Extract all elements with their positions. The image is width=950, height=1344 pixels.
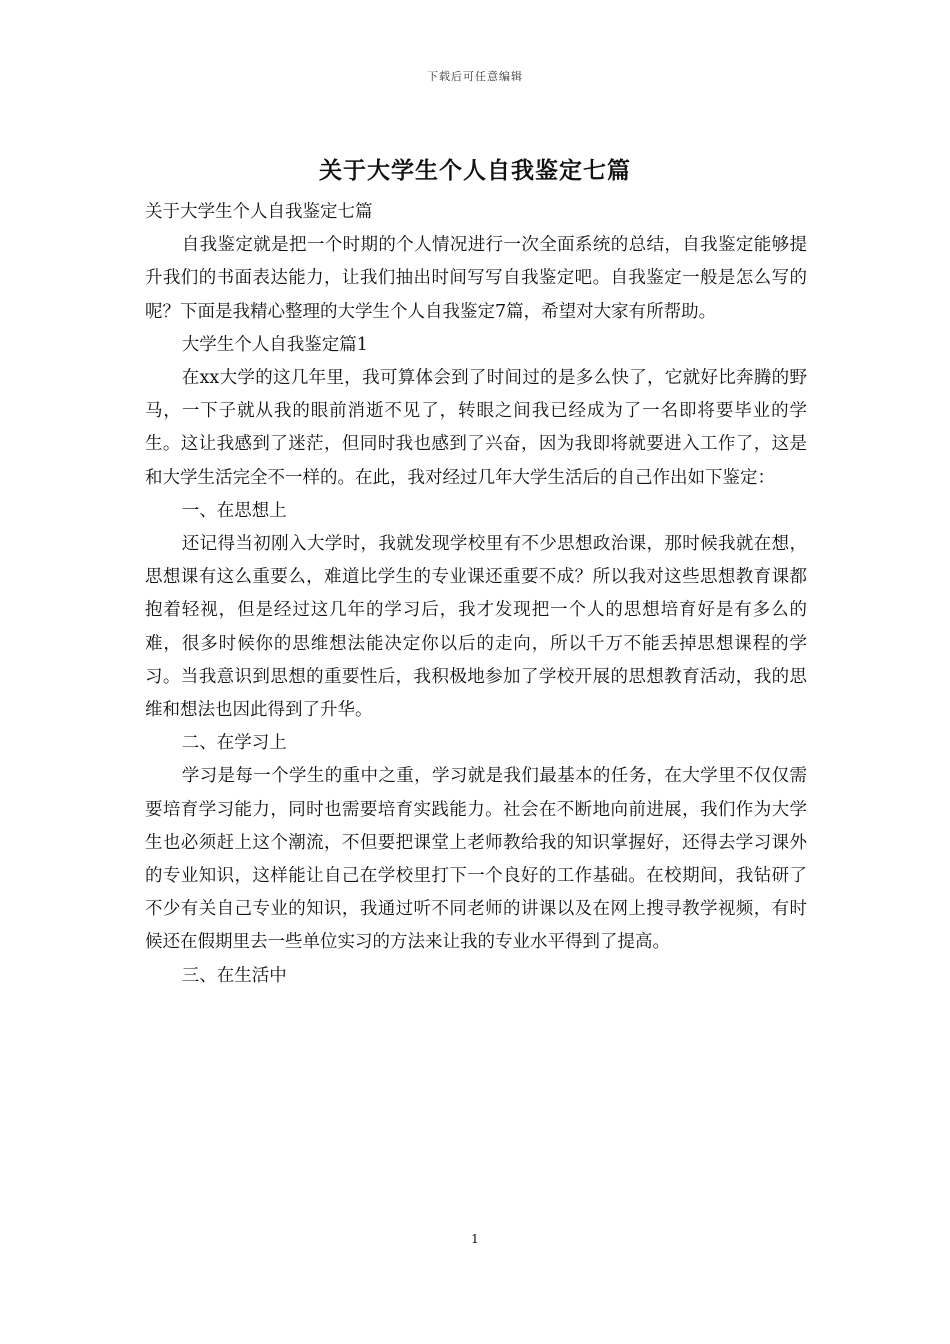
subsection-heading: 一、在思想上 bbox=[181, 500, 287, 521]
page-number: 1 bbox=[471, 1232, 479, 1246]
document-body bbox=[145, 196, 807, 993]
intro-paragraph: 自我鉴定就是把一个时期的个人情况进行一次全面系统的总结，自我鉴定能够提升我们的书面表达能力，让我们抽出时间写写自我鉴定吧。自我鉴定一般是怎么写的呢？下面是我精心整理的大学生个人自我鉴定7篇，希望对大家有所帮助。 bbox=[145, 235, 807, 322]
header-note: 下载后可任意编辑 bbox=[427, 70, 523, 83]
subtitle-paragraph: 关于大学生个人自我鉴定七篇 bbox=[145, 202, 373, 222]
subsection-heading: 三、在生活中 bbox=[181, 965, 287, 986]
body-paragraph: 还记得当初刚入大学时，我就发现学校里有不少思想政治课，那时候我就在想，思想课有这么重要么，难道比学生的专业课还重要不成？所以我对这些思想教育课都抱着轻视，但是经过这几年的学习后，我才发现把一个人的思想培育好是有多么的难，很多时候你的思维想法能决定你以后的走向，所以千万不能丢掉思想课程的学习。当我意识到思想的重要性后，我积极地参加了学校开展的思想教育活动，我的思维和想法也因此得到了升华。 bbox=[145, 534, 807, 721]
section-heading: 大学生个人自我鉴定篇1 bbox=[181, 334, 368, 355]
subsection-heading: 二、在学习上 bbox=[181, 733, 287, 754]
body-paragraph: 在xx大学的这几年里，我可算体会到了时间过的是多么快了，它就好比奔腾的野马，一下子就从我的眼前消逝不见了，转眼之间我已经成为了一名即将要毕业的学生。这让我感到了迷茫，但同时我也感到了兴奋，因为我即将就要进入工作了，这是和大学生活完全不一样的。在此，我对经过几年大学生活后的自己作出如下鉴定： bbox=[145, 368, 807, 488]
body-paragraph: 学习是每一个学生的重中之重，学习就是我们最基本的任务，在大学里不仅仅需要培育学习能力，同时也需要培育实践能力。社会在不断地向前进展，我们作为大学生也必须赶上这个潮流，不但要把课堂上老师教给我的知识掌握好，还得去学习课外的专业知识，这样能让自己在学校里打下一个良好的工作基础。在校期间，我钻研了不少有关自己专业的知识，我通过听不同老师的讲课以及在网上搜寻教学视频，有时候还在假期里去一些单位实习的方法来让我的专业水平得到了提高。 bbox=[145, 766, 807, 953]
document-title: 关于大学生个人自我鉴定七篇 bbox=[319, 157, 631, 184]
